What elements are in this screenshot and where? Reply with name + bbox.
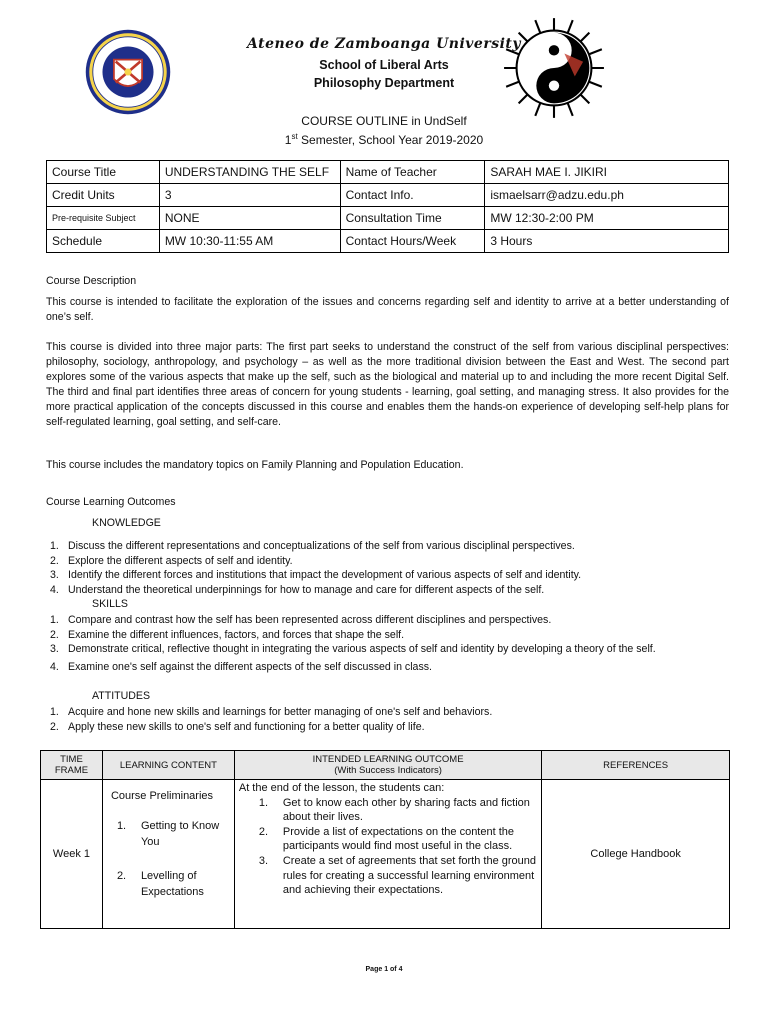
learning-outcomes-heading: Course Learning Outcomes [46, 496, 176, 508]
course-info-table [46, 160, 729, 253]
teacher-value: SARAH MAE I. JIKIRI [485, 161, 729, 184]
list-item: 3. Demonstrate critical, reflective thought in integrating the various aspects of self and identity by developing a theory of the self. [50, 643, 656, 655]
course-title-label: Course Title [47, 161, 160, 184]
consultation-value: MW 12:30-2:00 PM [485, 207, 729, 230]
department-name: Philosophy Department [313, 76, 455, 90]
attitudes-heading: ATTITUDES [92, 690, 151, 702]
semester-line: 1st Semester, School Year 2019-2020 [284, 132, 484, 147]
ilo-cell: At the end of the lesson, the students can: 1. Get to know each other by sharing facts and fiction about their lives. 2. Provide a list of expectations on the content the participants would find most useful in the class. 3. Create a set of agreements that set forth the ground rules for creating a successful learning environment and achieving their expectations. [234, 780, 541, 929]
list-item: 3. Create a set of agreements that set forth the ground rules for creating a successful learning environment and achieving their expectations. [258, 854, 537, 897]
table-row [41, 780, 730, 929]
table-row [47, 184, 729, 207]
schedule-value: MW 10:30-11:55 AM [159, 230, 340, 253]
list-item: 1. Getting to Know You [116, 820, 220, 848]
knowledge-heading: KNOWLEDGE [92, 517, 161, 529]
university-name: Ateneo de Zamboanga University [247, 36, 521, 52]
list-item: 1. Get to know each other by sharing facts and fiction about their lives. [258, 796, 530, 824]
prerequisite-label: Pre-requisite Subject [47, 207, 160, 230]
list-item: 2. Apply these new skills to one's self and functioning for a better quality of life. [50, 720, 425, 733]
list-item: 1. Discuss the different representations and conceptualizations of the self from various disciplinal perspectives. [50, 540, 575, 552]
knowledge-list [46, 539, 729, 597]
references-cell: College Handbook [542, 780, 730, 929]
document-title: COURSE OUTLINE in UndSelf [301, 114, 467, 128]
skills-list [46, 613, 729, 674]
school-name: School of Liberal Arts [319, 58, 449, 72]
page-number: Page 1 of 4 [365, 966, 403, 973]
list-item: 1. Acquire and hone new skills and learnings for better managing of one's self and behaviors. [50, 706, 493, 718]
list-item: 2. Explore the different aspects of self and identity. [50, 554, 293, 567]
description-paragraph-1: This course is intended to facilitate the exploration of the issues and concerns regarding self and identity to arrive at a better understanding of one’s self. [46, 296, 729, 323]
learning-content-cell: Course Preliminaries 1. Getting to Know You 2. Levelling of Expectations [102, 780, 234, 929]
list-item: 4. Examine one's self against the different aspects of the self discussed in class. [50, 660, 432, 673]
description-paragraph-2: This course is divided into three major parts: The first part seeks to understand the construct of the self from various disciplinal perspectives: philosophy, sociology, anthropology, and psychology – as well as the more traditional division between the East and West. The second part explores some of the various aspects that make up the self, such as the biological and material up to and including the more recent Digital Self. The third and final part identifies three areas of concern for young students - learning, goal setting, and managing stress. It also provides for the more practical application of the concepts discussed in this course and enables them the hands-on experience of developing self-help plans for self-regulated learning, goal setting, and self-care. [46, 341, 729, 428]
contact-hours-value: 3 Hours [485, 230, 729, 253]
teacher-label: Name of Teacher [340, 161, 485, 184]
skills-heading: SKILLS [92, 598, 128, 610]
schedule-label: Schedule [47, 230, 160, 253]
table-row [47, 207, 729, 230]
ilo-header: INTENDED LEARNING OUTCOME (With Success Indicators) [234, 751, 541, 780]
time-frame-header: TIME FRAME [41, 751, 103, 780]
list-item: 3. Identify the different forces and institutions that impact the development of various aspects of self and identity. [50, 569, 582, 581]
course-title-value: UNDERSTANDING THE SELF [159, 161, 340, 184]
list-item: 4. Understand the theoretical underpinnings for how to manage and care for different aspects of the self. [50, 583, 545, 596]
list-item: 2. Levelling of Expectations [116, 870, 204, 898]
description-paragraph-3: This course includes the mandatory topics on Family Planning and Population Education. [46, 459, 464, 471]
attitudes-list [46, 705, 729, 734]
list-item: 2. Examine the different influences, factors, and forces that shape the self. [50, 628, 405, 641]
letterhead [0, 14, 768, 114]
table-row [47, 161, 729, 184]
table-header-row [41, 751, 730, 780]
contact-info-label: Contact Info. [340, 184, 485, 207]
week-cell: Week 1 [41, 780, 103, 929]
course-description-heading: Course Description [46, 275, 137, 287]
references-header: REFERENCES [542, 751, 730, 780]
contact-hours-label: Contact Hours/Week [340, 230, 485, 253]
learning-content-header: LEARNING CONTENT [102, 751, 234, 780]
consultation-label: Consultation Time [340, 207, 485, 230]
credit-units-label: Credit Units [47, 184, 160, 207]
list-item: 1. Compare and contrast how the self has been represented across different disciplines and perspectives. [50, 614, 552, 626]
credit-units-value: 3 [159, 184, 340, 207]
contact-info-value: ismaelsarr@adzu.edu.ph [485, 184, 729, 207]
list-item: 2. Provide a list of expectations on the content the participants would find most useful in the class. [258, 825, 515, 853]
prerequisite-value: NONE [159, 207, 340, 230]
schedule-table [40, 750, 730, 929]
table-row [47, 230, 729, 253]
department-logo-icon [502, 16, 606, 120]
